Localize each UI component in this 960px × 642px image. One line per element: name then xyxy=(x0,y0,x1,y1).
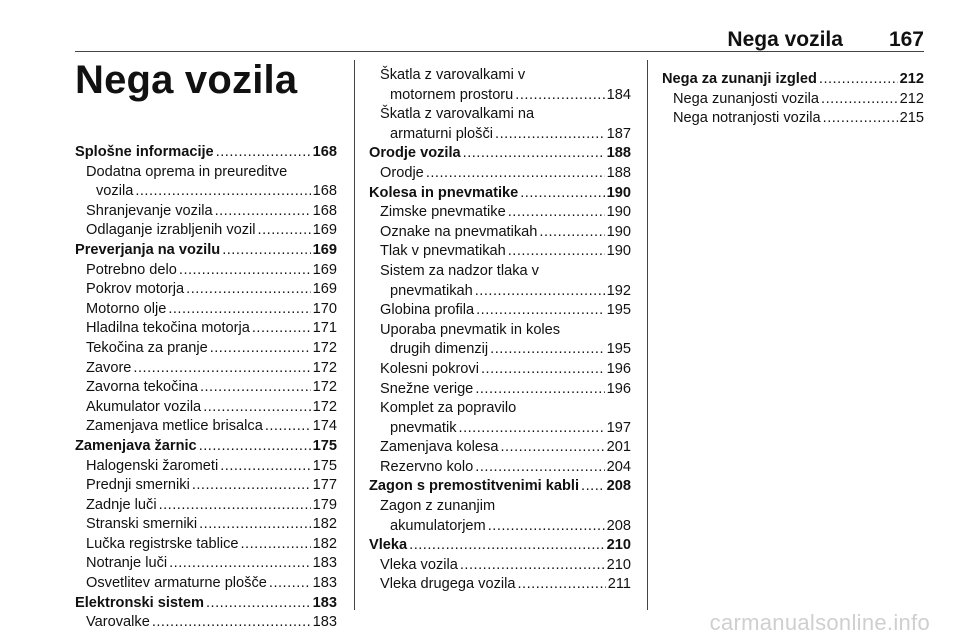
toc-entry-title: Elektronski sistem xyxy=(75,594,204,611)
toc-page-number: 192 xyxy=(606,282,631,299)
column-divider-1 xyxy=(354,60,355,610)
toc-page-number: 204 xyxy=(606,458,631,475)
toc-chapter-entry[interactable] xyxy=(369,536,631,556)
toc-entry-title: Halogenski žarometi xyxy=(86,457,219,474)
toc-page-number: 201 xyxy=(606,439,631,456)
column-divider-2 xyxy=(647,60,648,610)
toc-entry-title: Notranje luči xyxy=(86,555,168,572)
toc-page-number: 188 xyxy=(606,145,631,162)
dot-leader xyxy=(179,261,311,281)
toc-entry-title: Tlak v pnevmatikah xyxy=(380,243,506,260)
toc-entry-title: Motorno olje xyxy=(86,300,167,317)
toc-entry[interactable] xyxy=(75,457,337,477)
toc-page-number: 169 xyxy=(312,222,337,239)
toc-page-number: 195 xyxy=(606,302,631,319)
toc-page-number: 169 xyxy=(312,261,337,278)
toc-entry-title: pnevmatikah xyxy=(390,282,473,299)
dot-leader xyxy=(500,438,604,458)
toc-page-number: 175 xyxy=(312,437,337,454)
dot-leader xyxy=(475,458,604,478)
dot-leader xyxy=(203,398,310,418)
toc-entry[interactable] xyxy=(75,496,337,516)
dot-leader xyxy=(490,340,604,360)
toc-entry-title: pnevmatik xyxy=(390,419,457,436)
toc-entry-title: Oznake na pnevmatikah xyxy=(380,223,538,240)
toc-entry[interactable] xyxy=(369,203,631,223)
dot-leader xyxy=(426,164,605,184)
toc-entry-title: Odlaganje izrabljenih vozil xyxy=(86,222,256,239)
toc-entry[interactable] xyxy=(369,164,631,184)
toc-entry[interactable] xyxy=(369,301,631,321)
toc-page-number: 187 xyxy=(606,125,631,142)
dot-leader xyxy=(133,359,310,379)
dot-leader xyxy=(258,221,311,241)
dot-leader xyxy=(186,280,311,300)
toc-chapter-entry[interactable] xyxy=(662,70,924,90)
dot-leader xyxy=(265,417,311,437)
toc-entry[interactable] xyxy=(75,319,337,339)
dot-leader xyxy=(508,242,605,262)
toc-page-number: 183 xyxy=(312,594,337,611)
toc-entry-title: Zamenjava žarnic xyxy=(75,437,197,454)
toc-page-number: 172 xyxy=(312,359,337,376)
dot-leader xyxy=(210,339,311,359)
dot-leader xyxy=(135,182,310,202)
toc-entry-title: Zavorna tekočina xyxy=(86,379,198,396)
dot-leader xyxy=(216,143,311,163)
toc-entry[interactable] xyxy=(75,182,337,202)
dot-leader xyxy=(152,613,311,633)
toc-entry-title: Akumulator vozila xyxy=(86,398,202,415)
toc-page-number: 182 xyxy=(312,535,337,552)
toc-page-number: 168 xyxy=(312,202,337,219)
toc-page-number: 169 xyxy=(312,281,337,298)
toc-entry-title: Splošne informacije xyxy=(75,144,214,160)
toc-entry-title: Vleka vozila xyxy=(380,556,458,573)
toc-entry-title: Tekočina za pranje xyxy=(86,339,208,356)
toc-page-number: 168 xyxy=(312,144,337,160)
dot-leader xyxy=(200,378,311,398)
toc-page-number: 208 xyxy=(606,478,631,495)
dot-leader xyxy=(252,319,311,339)
toc-entry-title: Hladilna tekočina motorja xyxy=(86,320,250,337)
toc-entry[interactable] xyxy=(369,438,631,458)
toc-entry-title: Zimske pnevmatike xyxy=(380,204,506,221)
toc-entry[interactable] xyxy=(369,517,631,537)
toc-entry[interactable] xyxy=(75,280,337,300)
toc-entry[interactable] xyxy=(369,282,631,302)
toc-entry-title: Preverjanja na vozilu xyxy=(75,241,221,258)
toc-chapter-entry[interactable] xyxy=(75,241,337,261)
toc-entry[interactable] xyxy=(75,515,337,535)
dot-leader xyxy=(821,90,898,110)
dot-leader xyxy=(269,574,311,594)
dot-leader xyxy=(241,535,311,555)
dot-leader xyxy=(823,109,898,129)
toc-entry[interactable] xyxy=(75,261,337,281)
toc-chapter-entry[interactable] xyxy=(75,594,337,614)
toc-entry[interactable] xyxy=(75,221,337,241)
toc-page-number: 171 xyxy=(312,320,337,337)
toc-page-number: 172 xyxy=(312,398,337,415)
dot-leader xyxy=(475,282,605,302)
toc-entry-title: Lučka registrske tablice xyxy=(86,535,239,552)
toc-entry-title: Potrebno delo xyxy=(86,261,177,278)
toc-entry[interactable] xyxy=(75,535,337,555)
toc-entry[interactable] xyxy=(369,360,631,380)
watermark: carmanualsonline.info xyxy=(709,610,930,635)
toc-page-number: 183 xyxy=(312,575,337,592)
toc-page-number: 215 xyxy=(899,110,924,127)
toc-page-number: 212 xyxy=(899,71,924,87)
toc-page-number: 169 xyxy=(312,241,337,258)
toc-entry-title: Kolesa in pnevmatike xyxy=(369,184,519,201)
toc-column-1 xyxy=(75,143,337,633)
toc-chapter-entry[interactable] xyxy=(369,144,631,164)
dot-leader xyxy=(463,144,605,164)
toc-chapter-entry[interactable] xyxy=(369,184,631,204)
dot-leader xyxy=(515,86,604,106)
toc-page-number: 170 xyxy=(312,300,337,317)
toc-page-number: 183 xyxy=(312,614,337,631)
toc-page-number: 172 xyxy=(312,379,337,396)
header-rule xyxy=(75,51,924,52)
toc-entry[interactable] xyxy=(75,554,337,574)
toc-page-number: 190 xyxy=(606,223,631,240)
running-header xyxy=(75,28,924,50)
toc-entry-title: Orodje vozila xyxy=(369,145,461,162)
toc-entry-title: Nega zunanjosti vozila xyxy=(673,90,820,107)
dot-leader xyxy=(409,536,605,556)
toc-entry-title: akumulatorjem xyxy=(390,517,486,534)
toc-page-number: 196 xyxy=(606,360,631,377)
toc-entry-text[interactable]: Zagon z zunanjim xyxy=(380,498,496,515)
toc-entry[interactable] xyxy=(75,574,337,594)
dot-leader xyxy=(508,203,605,223)
dot-leader xyxy=(169,554,311,574)
toc-entry-title: Zamenjava kolesa xyxy=(380,439,499,456)
toc-chapter-entry[interactable] xyxy=(75,437,337,457)
toc-entry-title: motornem prostoru xyxy=(390,86,514,103)
toc-entry-text[interactable]: Sistem za nadzor tlaka v xyxy=(380,262,539,279)
toc-entry-title: Prednji smerniki xyxy=(86,477,190,494)
toc-page-number: 179 xyxy=(312,496,337,513)
toc-entry[interactable] xyxy=(75,476,337,496)
dot-leader xyxy=(168,300,310,320)
dot-leader xyxy=(476,301,605,321)
dot-leader xyxy=(517,575,605,595)
toc-entry-title: Orodje xyxy=(380,164,424,181)
toc-entry[interactable] xyxy=(369,575,631,595)
toc-entry[interactable] xyxy=(75,398,337,418)
toc-page-number: 190 xyxy=(606,204,631,221)
page-title: Nega vozila xyxy=(75,58,298,102)
toc-entry[interactable] xyxy=(75,202,337,222)
toc-page-number: 210 xyxy=(606,537,631,554)
toc-page-number: 212 xyxy=(899,90,924,107)
toc-entry[interactable] xyxy=(369,556,631,576)
toc-entry-title: Snežne verige xyxy=(380,380,474,397)
toc-entry[interactable] xyxy=(75,339,337,359)
toc-entry[interactable] xyxy=(369,458,631,478)
dot-leader xyxy=(819,70,898,90)
toc-page-number: 183 xyxy=(312,555,337,572)
dot-leader xyxy=(520,184,604,204)
dot-leader xyxy=(460,556,605,576)
toc-entry-title: armaturni plošči xyxy=(390,125,494,142)
toc-entry-title: Stranski smerniki xyxy=(86,516,198,533)
toc-page-number: 175 xyxy=(312,457,337,474)
toc-entry-text[interactable]: Škatla z varovalkami na xyxy=(380,106,535,123)
toc-page-number: 174 xyxy=(312,418,337,435)
toc-page-number: 190 xyxy=(606,184,631,201)
dot-leader xyxy=(206,594,311,614)
toc-entry-text[interactable]: Uporaba pnevmatik in koles xyxy=(380,321,561,338)
toc-entry-title: Varovalke xyxy=(86,614,150,631)
toc-page-number: 177 xyxy=(312,477,337,494)
toc-entry-title: drugih dimenzij xyxy=(390,341,489,358)
toc-chapter-entry[interactable] xyxy=(75,143,337,163)
running-header-section: Nega vozila xyxy=(727,28,843,51)
toc-column-2 xyxy=(369,66,631,595)
toc-entry-title: Kolesni pokrovi xyxy=(380,360,479,377)
toc-page-number: 210 xyxy=(606,556,631,573)
toc-entry[interactable] xyxy=(369,380,631,400)
toc-page-number: 190 xyxy=(606,243,631,260)
toc-entry-title: Pokrov motorja xyxy=(86,281,185,298)
toc-entry[interactable] xyxy=(369,340,631,360)
dot-leader xyxy=(222,241,310,261)
toc-page-number: 172 xyxy=(312,339,337,356)
toc-entry-title: Rezervno kolo xyxy=(380,458,474,475)
dot-leader xyxy=(192,476,311,496)
dot-leader xyxy=(481,360,605,380)
toc-entry-title: Osvetlitev armaturne plošče xyxy=(86,575,267,592)
toc-entry-text[interactable]: Dodatna oprema in preureditve xyxy=(86,163,288,180)
toc-entry-title: Zagon s premostitvenimi kabli xyxy=(369,478,580,495)
toc-page-number: 195 xyxy=(606,341,631,358)
dot-leader xyxy=(159,496,311,516)
toc-entry[interactable] xyxy=(369,86,631,106)
toc-entry[interactable] xyxy=(369,419,631,439)
toc-entry-title: Zadnje luči xyxy=(86,496,157,513)
dot-leader xyxy=(539,223,604,243)
toc-page-number: 211 xyxy=(607,576,631,593)
toc-entry-title: Nega za zunanji izgled xyxy=(662,71,817,87)
toc-page-number: 188 xyxy=(606,164,631,181)
dot-leader xyxy=(459,419,605,439)
toc-entry[interactable] xyxy=(75,417,337,437)
toc-entry[interactable] xyxy=(369,242,631,262)
dot-leader xyxy=(199,515,311,535)
toc-entry-title: Nega notranjosti vozila xyxy=(673,110,821,127)
dot-leader xyxy=(220,457,310,477)
toc-entry-title: Shranjevanje vozila xyxy=(86,202,213,219)
toc-entry-title: Globina profila xyxy=(380,302,475,319)
dot-leader xyxy=(475,380,604,400)
dot-leader xyxy=(581,477,605,497)
toc-page-number: 208 xyxy=(606,517,631,534)
toc-entry[interactable] xyxy=(662,109,924,129)
dot-leader xyxy=(488,517,605,537)
toc-entry-title: Zamenjava metlice brisalca xyxy=(86,418,263,435)
toc-chapter-entry[interactable] xyxy=(369,477,631,497)
toc-page-number: 197 xyxy=(606,419,631,436)
toc-entry[interactable] xyxy=(369,125,631,145)
running-header-page-number: 167 xyxy=(888,28,924,51)
toc-entry[interactable] xyxy=(75,359,337,379)
toc-entry-title: vozila xyxy=(96,183,134,200)
toc-entry[interactable] xyxy=(75,300,337,320)
toc-entry-title: Vleka drugega vozila xyxy=(380,576,516,593)
dot-leader xyxy=(495,125,605,145)
toc-page-number: 196 xyxy=(606,380,631,397)
toc-page-number: 182 xyxy=(312,516,337,533)
toc-entry-title: Vleka xyxy=(369,537,408,554)
toc-entry[interactable] xyxy=(369,223,631,243)
toc-entry-text[interactable]: Komplet za popravilo xyxy=(380,400,517,417)
dot-leader xyxy=(215,202,311,222)
toc-page-number: 184 xyxy=(606,86,631,103)
toc-entry[interactable] xyxy=(75,613,337,633)
toc-column-3 xyxy=(662,70,924,129)
toc-entry-text[interactable]: Škatla z varovalkami v xyxy=(380,67,526,83)
toc-entry[interactable] xyxy=(662,90,924,110)
dot-leader xyxy=(199,437,311,457)
toc-entry-title: Zavore xyxy=(86,359,132,376)
toc-entry[interactable] xyxy=(75,378,337,398)
toc-page-number: 168 xyxy=(312,183,337,200)
